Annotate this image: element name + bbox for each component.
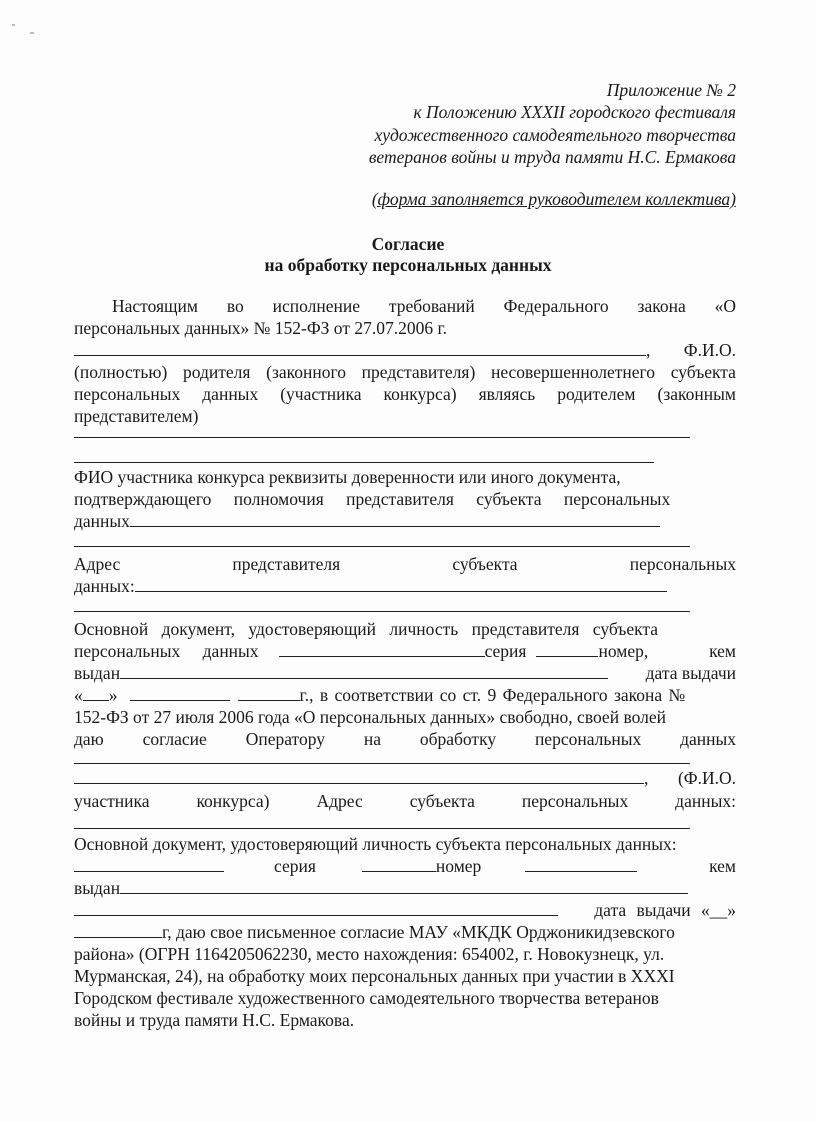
participant-fio-field[interactable] [74,768,644,784]
participant-fio-line: ФИО участника конкурса реквизиты доверенности или иного документа, [74,467,621,487]
participant-issued-field[interactable] [120,878,688,894]
blank-line[interactable] [74,763,690,764]
appendix-regulation: к Положению XXXII городского фестиваля [413,102,736,122]
confirming-line: подтверждающего полномочия представителя субъекта персональных [74,489,671,509]
blank-line[interactable] [74,828,690,829]
word: данных [202,384,259,404]
rep-doc-type-field[interactable] [279,641,485,657]
intro-line-1: Настоящим во исполнение требований Федерального закона «О [112,296,736,316]
final-row-3: Мурманская, 24), на обработку моих персональных данных при участии в XXXI [74,966,675,986]
word: (участника [280,384,362,404]
participant-address-row: участника конкурса) Адрес субъекта персональных данных: [74,791,736,811]
rep-doc-line: Основной документ, удостоверяющий личность представителя субъекта [74,619,659,639]
word: субъекта [670,362,736,382]
word: родителем [557,384,636,404]
appendix-number: Приложение № 2 [606,80,736,100]
participant-issued-row: выдан [74,877,736,899]
blank-line[interactable] [74,546,690,547]
final-row-1: г, даю свое письменное согласие МАУ «МКДК Орджоникидзевского [74,921,736,943]
scan-speck [12,24,15,26]
participant-doc-number-field[interactable] [525,856,637,872]
form-note: (форма заполняется руководителем коллектива) [371,189,736,209]
participant-date-row: дата выдачи «__» [74,899,736,921]
rep-address-data-row: данных: [74,575,736,597]
final-row-5: войны и труда памяти Н.С. Ермакова. [74,1010,355,1030]
rep-doc-series-row: персональных данных серия номер, кем [74,641,736,661]
participant-fio-row: , (Ф.И.О. [74,767,736,789]
participant-doc-series-field[interactable] [362,856,436,872]
intro-line-2: персональных данных» № 152-ФЗ от 27.07.2006 г. [74,318,448,338]
rep-doc-series-field[interactable] [536,641,598,657]
blank-line[interactable] [74,462,654,463]
appendix-festival: художественного самодеятельного творчества [374,125,736,145]
final-row-4: Городском фестивале художественного самодеятельного творчества ветеранов [74,988,659,1008]
blank-line[interactable] [74,437,690,438]
parent-line-2 [74,383,736,405]
rep-issued-row: выдан дата выдачи [74,663,736,683]
final-row-2: района» (ОГРН 1164205062230, место нахождения: 654002, г. Новокузнецк, ул. [74,944,665,964]
rep-day-field[interactable] [83,685,109,701]
rep-issued-field[interactable] [120,663,608,679]
scan-speck [30,32,34,34]
rep-month-field[interactable] [130,685,230,701]
rep-address-row: Адрес представителя субъекта персональных [74,554,736,574]
participant-year-field[interactable] [74,922,162,938]
parent-line-1 [74,361,736,383]
word: конкурса) [383,384,457,404]
participant-doc-type-field[interactable] [74,856,224,872]
document-subtitle: на обработку персональных данных [264,255,552,275]
data-field[interactable] [130,511,660,527]
parent-fio-row: , Ф.И.О. [74,339,736,361]
parent-fio-field[interactable] [74,340,646,356]
word: (законного [266,362,346,382]
appendix-veterans: ветеранов войны и труда памяти Н.С. Ермакова [368,147,736,167]
word: являясь [478,384,536,404]
participant-date-field[interactable] [74,900,558,916]
rep-address-field[interactable] [135,576,667,592]
word: персональных [74,384,181,404]
blank-line[interactable] [74,611,690,612]
word: представителя) [361,362,476,382]
rep-date-row: « » г., в соответствии со ст. 9 Федерального закона № [74,685,686,705]
participant-doc-series-row: серия номер кем [74,855,736,877]
law-line: 152-ФЗ от 27 июля 2006 года «О персональных данных» свободно, своей волей [74,707,666,727]
parent-line-3: представителем) [74,406,199,426]
word: несовершеннолетнего [490,362,655,382]
word: (законным [657,384,736,404]
document-title: Согласие [371,234,445,254]
word: родителя [182,362,251,382]
data-row: данных [74,510,736,532]
word: (полностью) [74,362,168,382]
participant-doc-line: Основной документ, удостоверяющий личность субъекта персональных данных: [74,834,677,854]
rep-year-field[interactable] [238,685,300,701]
consent-row: даю согласие Оператору на обработку персональных данных [74,729,736,749]
